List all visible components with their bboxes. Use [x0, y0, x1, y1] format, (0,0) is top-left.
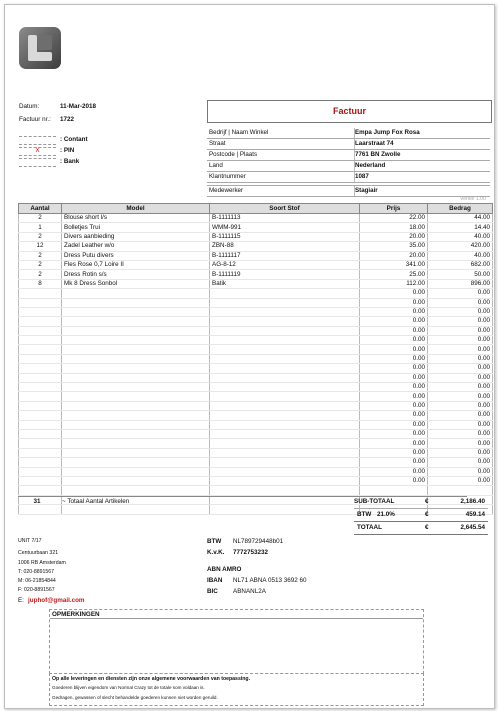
cell-price: 0.00	[360, 467, 428, 476]
cell-fabric	[210, 411, 360, 420]
payment-checkbox-pin[interactable]: X	[19, 147, 56, 156]
btw-label: BTW	[357, 511, 372, 518]
cell-fabric	[210, 373, 360, 382]
cell-price: 0.00	[360, 336, 428, 345]
cell-fabric: B-1111113	[210, 214, 360, 223]
payment-checkbox-contant[interactable]	[19, 136, 56, 145]
cell-price: 0.00	[360, 364, 428, 373]
cell-amount: 0.00	[428, 383, 493, 392]
cell-amount: 0.00	[428, 420, 493, 429]
cell-price: 0.00	[360, 411, 428, 420]
cell-qty	[19, 411, 62, 420]
cell-qty	[19, 429, 62, 438]
subtotal-currency: €	[425, 498, 429, 505]
company-line: M: 06-21854844	[18, 578, 56, 584]
cell-qty	[19, 289, 62, 298]
cell-fabric	[210, 458, 360, 467]
table-row	[19, 420, 493, 429]
cell-qty: 2	[19, 214, 62, 223]
cell-fabric	[210, 364, 360, 373]
table-row	[19, 401, 493, 410]
cell-model	[62, 401, 210, 410]
bank-name: ABN AMRO	[207, 566, 242, 573]
table-header-row	[19, 204, 493, 214]
cell-model	[62, 326, 210, 335]
cell-model	[62, 289, 210, 298]
total-label: TOTAAL	[357, 524, 382, 531]
table-row	[19, 486, 493, 495]
cell-fabric	[210, 345, 360, 354]
payment-label-contant: : Contant	[60, 136, 88, 143]
cell-model	[62, 364, 210, 373]
cell-fabric	[210, 486, 360, 495]
table-row	[19, 429, 493, 438]
btw-value: 459.14	[465, 511, 485, 518]
cell-qty	[19, 354, 62, 363]
cell-fabric	[210, 392, 360, 401]
btw-number-label: BTW	[207, 538, 222, 545]
cell-model	[62, 505, 210, 514]
cell-price: 0.00	[360, 448, 428, 457]
cell-price: 0.00	[360, 392, 428, 401]
cell-model	[62, 476, 210, 485]
date-label: Datum:	[19, 103, 40, 110]
cell-fabric	[210, 354, 360, 363]
cell-qty	[19, 326, 62, 335]
customer-row: Straat Laarstraat 74	[207, 139, 490, 150]
cell-model	[62, 429, 210, 438]
cell-qty	[19, 476, 62, 485]
cell-amount: 0.00	[428, 476, 493, 485]
cell-model	[62, 486, 210, 495]
cell-price: 0.00	[360, 429, 428, 438]
invoice-title-box	[207, 100, 492, 123]
table-row	[19, 242, 493, 251]
cell-model	[62, 458, 210, 467]
email-link[interactable]: juphof@gmail.com	[28, 597, 85, 604]
items-table	[18, 203, 493, 515]
cell-amount: 0.00	[428, 336, 493, 345]
cell-price: 22.00	[360, 214, 428, 223]
table-row	[19, 279, 493, 288]
cell-fabric	[210, 307, 360, 316]
cell-amount: 40.00	[428, 251, 493, 260]
cell-price: 0.00	[360, 326, 428, 335]
cell-model	[62, 439, 210, 448]
table-row	[19, 373, 493, 382]
customer-row: Klantnummer 1087	[207, 172, 490, 183]
table-row	[19, 298, 493, 307]
table-row	[19, 336, 493, 345]
cell-amount: 0.00	[428, 401, 493, 410]
cell-qty	[19, 505, 62, 514]
col-header-price: Prijs	[360, 204, 428, 214]
cell-fabric: AG-8-12	[210, 260, 360, 269]
subtotal-value: 2,186.40	[460, 498, 485, 505]
cell-amount: 0.00	[428, 458, 493, 467]
cell-model: Blouse short l/s	[62, 214, 210, 223]
kvk-label: K.v.K.	[207, 549, 225, 556]
cell-amount: 0.00	[428, 326, 493, 335]
cell-price: 20.00	[360, 232, 428, 241]
iban-value: NL71 ABNA 0513 3692 60	[233, 577, 307, 584]
company-line: F: 020-8891567	[18, 587, 55, 593]
total-value: 2,645.54	[460, 524, 485, 531]
cell-model	[62, 298, 210, 307]
table-row	[19, 354, 493, 363]
cell-fabric	[210, 298, 360, 307]
cell-model: Fles Rose 0,7 Loire II	[62, 260, 210, 269]
cell-fabric: ZBN-88	[210, 242, 360, 251]
cell-amount: 0.00	[428, 448, 493, 457]
cell-qty: 2	[19, 251, 62, 260]
cell-qty	[19, 364, 62, 373]
cell-price: 112.00	[360, 279, 428, 288]
cell-amount: 0.00	[428, 392, 493, 401]
cell-fabric	[210, 476, 360, 485]
cell-model	[62, 420, 210, 429]
cell-qty	[19, 373, 62, 382]
cell-fabric	[210, 448, 360, 457]
cell-model	[62, 392, 210, 401]
cell-price: 0.00	[360, 476, 428, 485]
cell-fabric	[210, 505, 360, 514]
cell-price	[360, 486, 428, 495]
company-logo-icon	[19, 27, 61, 69]
cell-model: Bolletjes Trui	[62, 223, 210, 232]
cell-fabric	[210, 420, 360, 429]
table-row	[19, 251, 493, 260]
btw-number-value: NL789729448b01	[233, 538, 284, 545]
cell-amount: 14.40	[428, 223, 493, 232]
bic-value: ABNANL2A	[233, 588, 266, 595]
cell-fabric	[210, 326, 360, 335]
cell-qty: 2	[19, 232, 62, 241]
btw-rate: 21.0%	[377, 511, 395, 518]
cell-model	[62, 411, 210, 420]
table-row	[19, 214, 493, 223]
remarks-title: OPMERKINGEN	[50, 610, 423, 619]
cell-fabric	[210, 289, 360, 298]
table-row	[19, 260, 493, 269]
cell-model	[62, 336, 210, 345]
cell-price: 0.00	[360, 458, 428, 467]
kvk-value: 7772753232	[233, 549, 269, 556]
cell-model	[62, 448, 210, 457]
cell-amount: 44.00	[428, 214, 493, 223]
table-row	[19, 448, 493, 457]
payment-checkbox-bank[interactable]	[19, 158, 56, 167]
terms-line: Goederen blijven eigendom van Normal Crazy tot de totale som voldaan is.	[52, 685, 205, 690]
cell-model	[62, 373, 210, 382]
cell-amount: 0.00	[428, 429, 493, 438]
btw-currency: €	[425, 511, 429, 518]
company-line: 1006 RB Amsterdam	[18, 560, 66, 566]
cell-qty	[19, 486, 62, 495]
cell-fabric	[210, 467, 360, 476]
cell-price: 25.00	[360, 270, 428, 279]
cell-model	[62, 307, 210, 316]
table-row	[19, 326, 493, 335]
cell-qty: 1	[19, 223, 62, 232]
cell-qty	[19, 420, 62, 429]
cell-price: 0.00	[360, 420, 428, 429]
total-quantity-label: ~ Totaal Aantal Artikelen	[62, 498, 130, 505]
cell-amount: 0.00	[428, 467, 493, 476]
table-row	[19, 307, 493, 316]
cell-qty	[19, 439, 62, 448]
total-currency: €	[425, 524, 429, 531]
cell-model: Zadel Leather w/o	[62, 242, 210, 251]
cell-qty	[19, 448, 62, 457]
cell-qty	[19, 336, 62, 345]
cell-qty	[19, 317, 62, 326]
col-header-amount: Bedrag	[428, 204, 493, 214]
cell-amount: 682.00	[428, 260, 493, 269]
customer-row: Bedrijf | Naam Winkel Empa Jump Fox Rosa	[207, 128, 490, 139]
cell-amount: 0.00	[428, 345, 493, 354]
invoice-title: Factuur	[332, 106, 366, 116]
cell-price: 18.00	[360, 223, 428, 232]
terms-box	[49, 673, 424, 706]
cell-amount	[428, 486, 493, 495]
table-row	[19, 317, 493, 326]
cell-price: 20.00	[360, 251, 428, 260]
cell-fabric: B-1111119	[210, 270, 360, 279]
cell-price: 0.00	[360, 345, 428, 354]
cell-model	[62, 317, 210, 326]
cell-price: 0.00	[360, 383, 428, 392]
cell-price: 0.00	[360, 354, 428, 363]
company-line: Centuurbaan 321	[18, 550, 59, 556]
table-row	[19, 467, 493, 476]
remarks-box[interactable]	[49, 609, 424, 674]
cell-model	[62, 467, 210, 476]
cell-price: 0.00	[360, 289, 428, 298]
table-row	[19, 232, 493, 241]
table-row	[19, 505, 493, 514]
col-header-fabric: Soort Stof	[210, 204, 360, 214]
cell-amount: 0.00	[428, 298, 493, 307]
cell-price: 0.00	[360, 298, 428, 307]
customer-row: Postcode | Plaats 7761 BN Zwolle	[207, 150, 490, 161]
cell-price: 0.00	[360, 401, 428, 410]
cell-amount: 0.00	[428, 439, 493, 448]
customer-row: Land Nederland	[207, 161, 490, 172]
cell-qty	[19, 392, 62, 401]
col-header-model: Model	[62, 204, 210, 214]
table-row	[19, 392, 493, 401]
cell-amount: 0.00	[428, 307, 493, 316]
employee-row: Medewerker Stagiair	[207, 185, 490, 197]
cell-amount: 50.00	[428, 270, 493, 279]
cell-qty: 8	[19, 279, 62, 288]
table-row	[19, 270, 493, 279]
table-row	[19, 383, 493, 392]
company-line: T: 020-8891567	[18, 569, 55, 575]
cell-fabric	[210, 401, 360, 410]
cell-price: 341.00	[360, 260, 428, 269]
cell-price: 0.00	[360, 307, 428, 316]
cell-amount: 420.00	[428, 242, 493, 251]
cell-model: Divers aanbieding	[62, 232, 210, 241]
cell-price: 0.00	[360, 317, 428, 326]
invoice-page	[4, 4, 495, 709]
cell-price: 0.00	[360, 373, 428, 382]
payment-label-bank: : Bank	[60, 158, 80, 165]
cell-amount: 896.00	[428, 279, 493, 288]
version-label: Versie 1.00	[460, 196, 486, 202]
table-row	[19, 411, 493, 420]
date-value: 11-Mar-2018	[60, 103, 97, 110]
invoice-number-label: Factuur nr.:	[19, 116, 51, 123]
bic-label: BIC	[207, 588, 218, 595]
cell-model: Mk 8 Dress Sonbol	[62, 279, 210, 288]
cell-qty	[19, 383, 62, 392]
cell-price: 35.00	[360, 242, 428, 251]
cell-model: Dress Putu divers	[62, 251, 210, 260]
cell-fabric	[210, 383, 360, 392]
cell-qty	[19, 298, 62, 307]
email-prefix: E:	[18, 597, 24, 604]
table-row	[19, 458, 493, 467]
cell-qty	[19, 307, 62, 316]
cell-amount: 0.00	[428, 354, 493, 363]
terms-line: Op alle leveringen en diensten zijn onze algemene voorwaarden van toepassing.	[52, 676, 251, 682]
cell-price: 0.00	[360, 439, 428, 448]
subtotal-label: SUB-TOTAAL	[354, 498, 395, 505]
table-row	[19, 345, 493, 354]
cell-model: Dress Rotin s/s	[62, 270, 210, 279]
col-header-qty: Aantal	[19, 204, 62, 214]
cell-qty: 2	[19, 270, 62, 279]
terms-line: Gedragen, gewassen of slecht behandelde goederen kunnen niet worden geruild.	[52, 695, 218, 700]
table-row	[19, 439, 493, 448]
cell-qty	[19, 345, 62, 354]
cell-fabric: Batik	[210, 279, 360, 288]
table-row	[19, 289, 493, 298]
cell-fabric	[210, 429, 360, 438]
cell-amount: 0.00	[428, 364, 493, 373]
cell-fabric: B-1111117	[210, 251, 360, 260]
invoice-number-value: 1722	[60, 116, 75, 123]
cell-fabric	[210, 336, 360, 345]
cell-model	[62, 383, 210, 392]
cell-qty: 2	[19, 260, 62, 269]
cell-qty	[19, 401, 62, 410]
table-row	[19, 364, 493, 373]
cell-model	[62, 345, 210, 354]
cell-qty	[19, 458, 62, 467]
cell-fabric	[210, 439, 360, 448]
payment-label-pin: : PIN	[60, 147, 75, 154]
cell-amount: 0.00	[428, 317, 493, 326]
cell-qty: 12	[19, 242, 62, 251]
iban-label: IBAN	[207, 577, 223, 584]
table-row	[19, 223, 493, 232]
cell-fabric: WMM-991	[210, 223, 360, 232]
cell-qty	[19, 467, 62, 476]
cell-amount: 0.00	[428, 289, 493, 298]
table-row	[19, 476, 493, 485]
cell-fabric: B-1111115	[210, 232, 360, 241]
cell-amount: 0.00	[428, 373, 493, 382]
cell-amount: 0.00	[428, 411, 493, 420]
company-line: UNIT 7/17	[18, 538, 42, 544]
cell-fabric	[210, 317, 360, 326]
cell-model	[62, 354, 210, 363]
cell-amount: 40.00	[428, 232, 493, 241]
total-quantity: 31	[33, 498, 41, 505]
